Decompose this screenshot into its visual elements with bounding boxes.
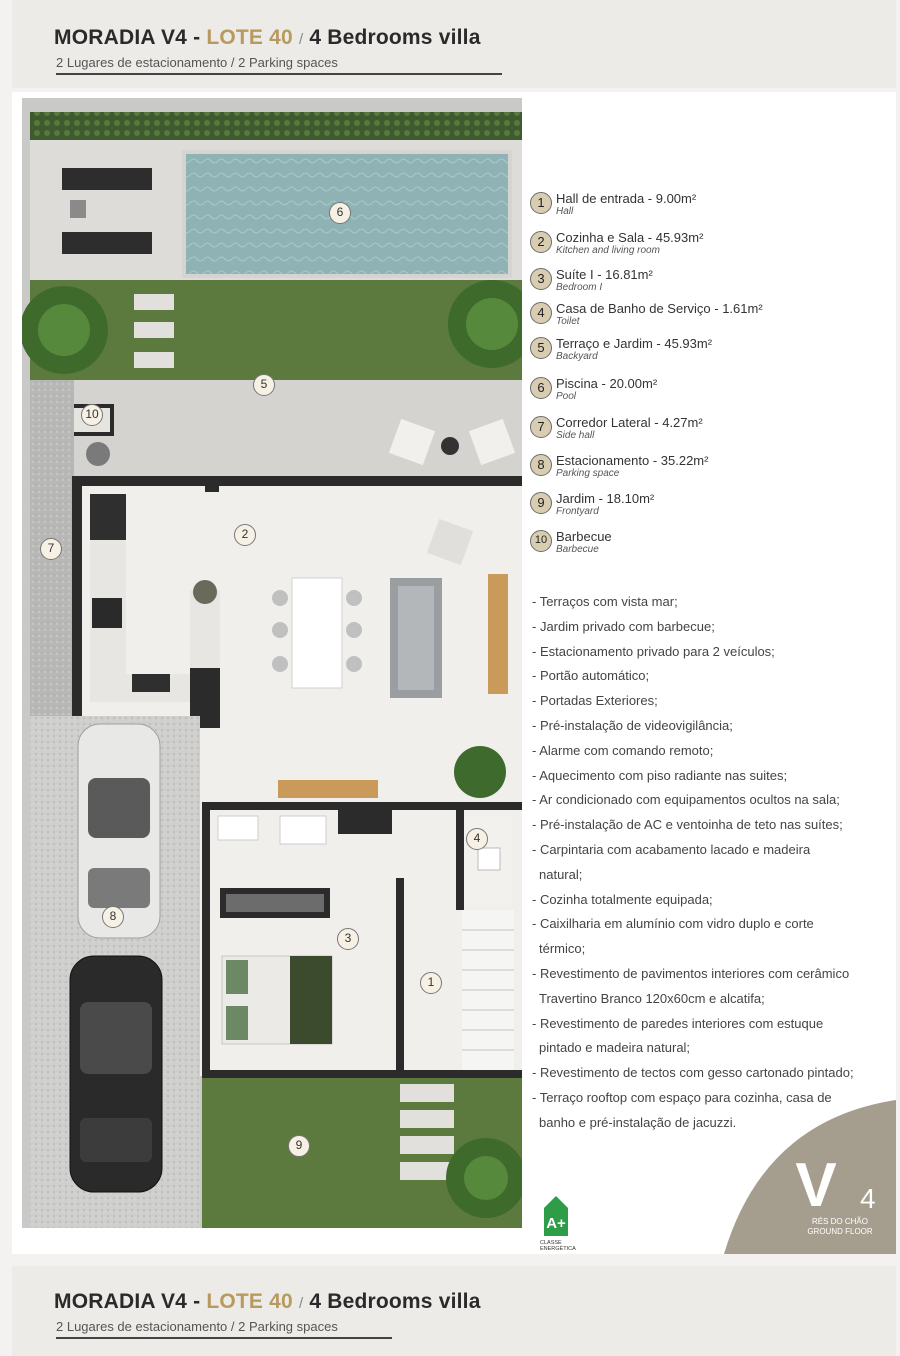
feature-text: - Aquecimento com piso radiante nas suites; <box>532 767 788 783</box>
feature-text: - Ar condicionado com equipamentos ocultos na sala; <box>532 792 840 808</box>
legend-label: Barbecue <box>556 529 612 544</box>
feature-item <box>532 788 894 813</box>
feature-item <box>532 1061 894 1086</box>
legend-number: 3 <box>530 268 552 290</box>
page-header <box>12 0 896 88</box>
plan-label-suite: 3 <box>337 928 359 950</box>
legend-sublabel: Kitchen and living room <box>556 245 660 256</box>
legend-number: 7 <box>530 416 552 438</box>
feature-item <box>532 838 894 888</box>
feature-item <box>532 689 894 714</box>
feature-text: - Revestimento de pavimentos interiores com cerâmico <box>532 965 850 981</box>
legend-label: Corredor Lateral - 4.27m² <box>556 415 703 430</box>
feature-item <box>532 714 894 739</box>
feature-item <box>532 962 894 1012</box>
feature-item <box>532 739 894 764</box>
legend-number: 1 <box>530 192 552 214</box>
legend-number: 4 <box>530 302 552 324</box>
floor-badge <box>724 1100 896 1254</box>
feature-text-cont: térmico; <box>539 941 586 957</box>
legend-item <box>530 190 890 224</box>
feature-text: - Revestimento de paredes interiores com estuque <box>532 1015 824 1031</box>
title-lote: LOTE 40 <box>206 26 293 49</box>
legend-sublabel: Side hall <box>556 430 595 441</box>
legend-label: Terraço e Jardim - 45.93m² <box>556 336 713 351</box>
legend-sublabel: Pool <box>556 391 577 402</box>
feature-item <box>532 912 894 962</box>
lounger <box>62 232 152 254</box>
floor-plan <box>22 98 522 1228</box>
plan-label-parking: 8 <box>102 906 124 928</box>
feature-item <box>532 764 894 789</box>
legend-label: Hall de entrada - 9.00m² <box>556 191 697 206</box>
energy-class-badge <box>538 1192 598 1252</box>
feature-text: - Cozinha totalmente equipada; <box>532 891 713 907</box>
legend-sublabel: Bedroom I <box>556 282 603 293</box>
feature-text: - Terraços com vista mar; <box>532 594 678 609</box>
feature-item <box>532 888 894 913</box>
legend-sublabel: Barbecue <box>556 544 599 555</box>
footer-title-suffix: 4 Bedrooms villa <box>309 1290 481 1313</box>
footer-title <box>54 1290 481 1314</box>
legend-item <box>530 229 890 263</box>
page-subtitle: 2 Lugares de estacionamento / 2 Parking spaces <box>56 55 338 70</box>
feature-text: - Pré-instalação de videovigilância; <box>532 717 733 733</box>
page-title <box>54 26 481 50</box>
legend-number: 9 <box>530 492 552 514</box>
energy-label-2: ENERGÉTICA <box>540 1246 576 1252</box>
feature-text: - Portadas Exteriores; <box>532 693 658 709</box>
plan-label-kitchen-living: 2 <box>234 524 256 546</box>
badge-letter: V <box>795 1151 837 1220</box>
footer-title-separator: / <box>298 1295 304 1312</box>
title-separator: / <box>298 31 304 48</box>
legend-label: Estacionamento - 35.22m² <box>556 453 709 468</box>
title-suffix: 4 Bedrooms villa <box>309 26 481 49</box>
legend-item <box>530 414 890 448</box>
lounger <box>62 168 152 190</box>
feature-text-cont: Travertino Branco 120x60cm e alcatifa; <box>539 990 765 1006</box>
floorplan-sheet <box>12 92 896 1254</box>
energy-label-1: CLASSE <box>540 1240 562 1246</box>
legend-label: Piscina - 20.00m² <box>556 376 658 391</box>
energy-rating: A+ <box>546 1215 566 1232</box>
legend-number: 2 <box>530 231 552 253</box>
legend-sublabel: Frontyard <box>556 506 599 517</box>
feature-item <box>532 813 894 838</box>
title-prefix: MORADIA V4 - <box>54 26 201 49</box>
plan-label-toilet: 4 <box>466 828 488 850</box>
legend-label: Jardim - 18.10m² <box>556 491 655 506</box>
legend-number: 5 <box>530 337 552 359</box>
legend-label: Cozinha e Sala - 45.93m² <box>556 230 704 245</box>
badge-floor-pt: RÉS DO CHÃO <box>811 1217 869 1226</box>
header-underline <box>56 73 502 75</box>
legend-sublabel: Hall <box>556 206 574 217</box>
feature-text-cont: banho e pré-instalação de jacuzzi. <box>539 1114 737 1130</box>
legend-item <box>530 335 890 369</box>
feature-text: - Carpintaria com acabamento lacado e madeira <box>532 841 811 857</box>
legend-label: Casa de Banho de Serviço - 1.61m² <box>556 301 763 316</box>
feature-item <box>532 664 894 689</box>
legend-item <box>530 452 890 486</box>
legend-sublabel: Parking space <box>556 468 620 479</box>
legend-sublabel: Toilet <box>556 316 580 327</box>
footer-title-lote: LOTE 40 <box>206 1290 293 1313</box>
feature-text: - Pré-instalação de AC e ventoinha de teto nas suítes; <box>532 817 843 833</box>
feature-item <box>532 615 894 640</box>
footer-title-prefix: MORADIA V4 - <box>54 1290 201 1313</box>
plan-label-side-hall: 7 <box>40 538 62 560</box>
legend-item <box>530 266 890 300</box>
feature-text: - Jardim privado com barbecue; <box>532 618 715 634</box>
feature-text: - Terraço rooftop com espaço para cozinha, casa de <box>532 1089 832 1105</box>
feature-text-cont: natural; <box>539 866 583 882</box>
plan-label-pool: 6 <box>329 202 351 224</box>
legend-label: Suíte I - 16.81m² <box>556 267 653 282</box>
plan-label-frontyard: 9 <box>288 1135 310 1157</box>
footer-underline <box>56 1337 392 1339</box>
legend-number: 10 <box>530 530 552 552</box>
feature-item <box>532 1012 894 1062</box>
feature-text: - Alarme com comando remoto; <box>532 742 714 758</box>
plan-label-backyard: 5 <box>253 374 275 396</box>
legend-item <box>530 300 890 334</box>
footer-subtitle: 2 Lugares de estacionamento / 2 Parking spaces <box>56 1319 338 1334</box>
footer-header <box>12 1266 896 1356</box>
legend-number: 8 <box>530 454 552 476</box>
legend-sublabel: Backyard <box>556 351 598 362</box>
floor-plan-drawing <box>22 98 522 1228</box>
plan-label-hall: 1 <box>420 972 442 994</box>
legend-number: 6 <box>530 377 552 399</box>
badge-floor-en: GROUND FLOOR <box>807 1227 873 1236</box>
feature-item <box>532 590 894 615</box>
legend-item <box>530 375 890 409</box>
plan-label-barbecue: 10 <box>81 404 103 426</box>
legend-item <box>530 490 890 524</box>
feature-text: - Caixilharia em alumínio com vidro duplo e corte <box>532 916 814 932</box>
badge-number: 4 <box>860 1183 876 1214</box>
legend-item <box>530 528 890 562</box>
feature-text: - Estacionamento privado para 2 veículos; <box>532 643 775 659</box>
feature-text-cont: pintado e madeira natural; <box>539 1040 691 1056</box>
features-list <box>532 590 894 1136</box>
feature-item <box>532 640 894 665</box>
feature-text: - Revestimento de tectos com gesso cartonado pintado; <box>532 1065 854 1081</box>
feature-text: - Portão automático; <box>532 668 650 684</box>
